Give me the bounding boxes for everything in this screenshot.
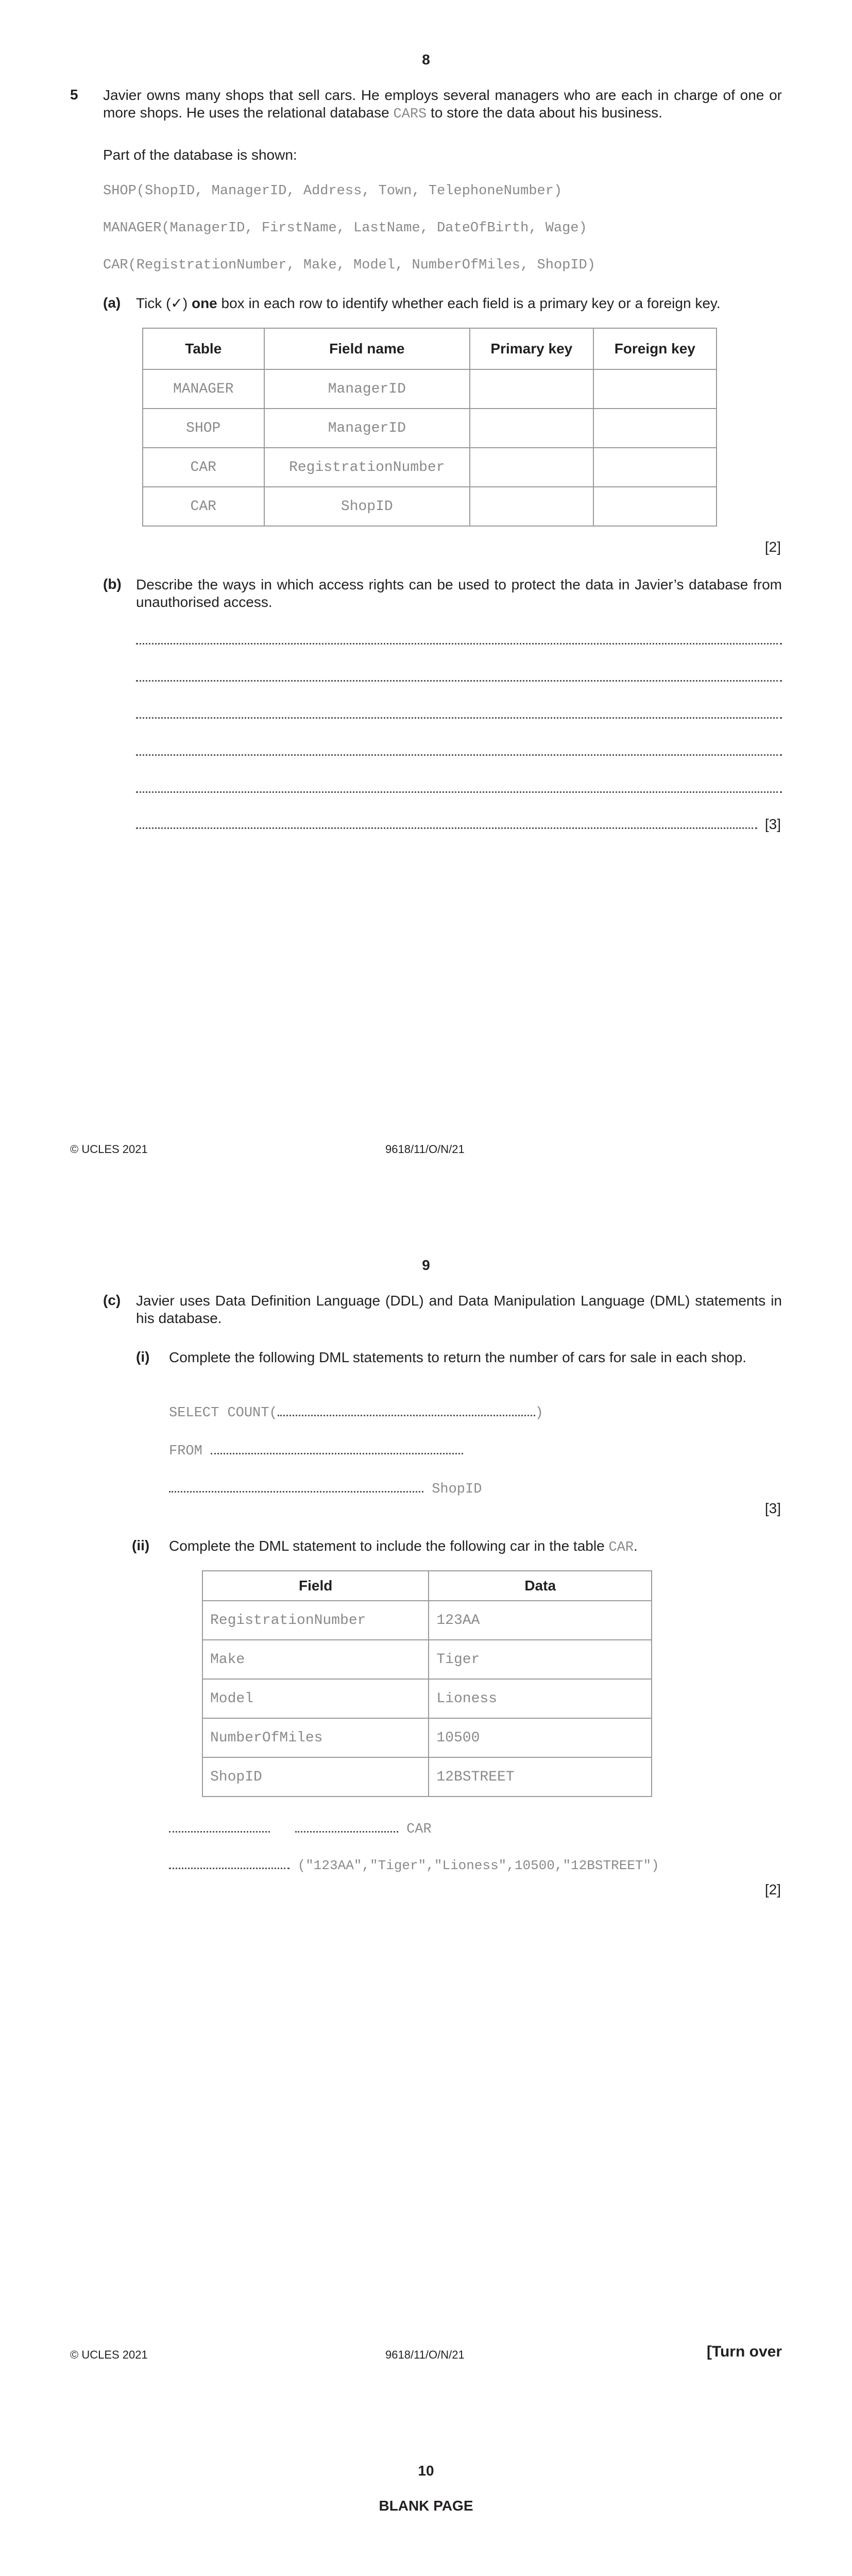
header-table: Table xyxy=(143,328,264,369)
car-data-table xyxy=(202,1570,652,1797)
part-a-text-3: box in each row to identify whether each field is a primary key or a foreign key. xyxy=(217,295,721,311)
footer-copyright: © UCLES 2021 xyxy=(70,1143,148,1156)
tick-symbol: ✓ xyxy=(171,295,183,311)
page-number: 8 xyxy=(422,52,430,67)
data-cell: 10500 xyxy=(429,1718,652,1757)
part-a-text-1: Tick ( xyxy=(136,295,171,311)
intro-database-name: CARS xyxy=(393,107,427,122)
table-row xyxy=(143,448,717,487)
table-row xyxy=(202,1757,652,1797)
header-field: Field xyxy=(202,1571,429,1601)
field-cell: ManagerID xyxy=(264,369,470,409)
part-a-label: (a) xyxy=(103,295,121,311)
footer-copyright: © UCLES 2021 xyxy=(70,2348,148,2361)
data-cell: Tiger xyxy=(429,1640,652,1679)
field-cell: ManagerID xyxy=(264,409,470,448)
part-b-text: Describe the ways in which access rights can be used to protect the data in Javier’s database from unauthorised access. xyxy=(136,577,782,610)
sql-select-line xyxy=(169,1405,543,1421)
page-10 xyxy=(0,2411,852,2576)
header-data: Data xyxy=(429,1571,652,1601)
part-c-ii-text-2: . xyxy=(634,1538,638,1554)
page-8 xyxy=(0,0,852,1206)
blank-page-label: BLANK PAGE xyxy=(379,2498,473,2514)
answer-line[interactable] xyxy=(136,680,782,682)
field-cell: RegistrationNumber xyxy=(264,448,470,487)
schema-shop: SHOP(ShopID, ManagerID, Address, Town, TelephoneNumber) xyxy=(103,183,563,199)
primary-key-answer-box[interactable] xyxy=(470,409,593,448)
primary-key-answer-box[interactable] xyxy=(470,487,593,526)
schema-car: CAR(RegistrationNumber, Make, Model, NumberOfMiles, ShopID) xyxy=(103,258,595,273)
field-cell: ShopID xyxy=(264,487,470,526)
part-c-ii-text xyxy=(169,1537,638,1556)
question-intro xyxy=(103,87,782,123)
table-row xyxy=(202,1679,652,1718)
part-c-text: Javier uses Data Definition Language (DDL) and Data Manipulation Language (DML) statements in his database. xyxy=(136,1293,782,1326)
page-9 xyxy=(0,1206,852,2411)
primary-key-answer-box[interactable] xyxy=(470,369,593,409)
header-foreign-key: Foreign key xyxy=(593,328,717,369)
schema-label: Part of the database is shown: xyxy=(103,147,297,163)
foreign-key-answer-box[interactable] xyxy=(593,487,717,526)
field-cell: NumberOfMiles xyxy=(202,1718,429,1757)
answer-blank[interactable] xyxy=(211,1453,463,1454)
answer-line[interactable] xyxy=(136,754,782,756)
sql-from-line xyxy=(169,1444,463,1459)
part-a-emphasis: one xyxy=(191,295,217,311)
turn-over: [Turn over xyxy=(706,2343,782,2360)
table-cell: MANAGER xyxy=(143,369,264,409)
table-cell: CAR xyxy=(143,448,264,487)
table-row xyxy=(143,409,717,448)
table-row xyxy=(143,487,717,526)
field-cell: Model xyxy=(202,1679,429,1718)
sql-from-keyword: FROM xyxy=(169,1444,211,1459)
foreign-key-answer-box[interactable] xyxy=(593,409,717,448)
footer-code: 9618/11/O/N/21 xyxy=(385,1143,465,1156)
foreign-key-answer-box[interactable] xyxy=(593,369,717,409)
table-row xyxy=(202,1601,652,1640)
key-table xyxy=(142,328,717,527)
answer-line[interactable] xyxy=(136,643,782,645)
dml-values-line xyxy=(169,1858,659,1873)
intro-text-2: to store the data about his business. xyxy=(427,105,662,121)
part-c-i-marks: [3] xyxy=(764,1500,781,1516)
sql-shopid: ShopID xyxy=(423,1482,482,1497)
schema-manager: MANAGER(ManagerID, FirstName, LastName, DateOfBirth, Wage) xyxy=(103,221,587,236)
part-c-ii-text-1: Complete the DML statement to include the following car in the table xyxy=(169,1538,609,1554)
page-number: 10 xyxy=(418,2463,434,2479)
answer-line[interactable] xyxy=(136,827,757,829)
page-number: 9 xyxy=(422,1257,430,1273)
sql-select-close: ) xyxy=(535,1405,543,1421)
part-b-label: (b) xyxy=(103,576,122,592)
table-cell: CAR xyxy=(143,487,264,526)
foreign-key-answer-box[interactable] xyxy=(593,448,717,487)
part-c-ii-label: (ii) xyxy=(132,1537,150,1553)
answer-blank[interactable] xyxy=(169,1491,423,1493)
data-cell: Lioness xyxy=(429,1679,652,1718)
intro-text-1: Javier owns many shops that sell cars. He employs several managers who are each in charge of one or more shops. He uses the relational database xyxy=(103,87,782,121)
data-cell: 12BSTREET xyxy=(429,1757,652,1797)
part-a-text-2: ) xyxy=(182,295,192,311)
footer-code: 9618/11/O/N/21 xyxy=(385,2348,465,2361)
dml-insert-line xyxy=(169,1822,432,1837)
field-cell: Make xyxy=(202,1640,429,1679)
sql-group-line xyxy=(169,1482,482,1497)
field-cell: ShopID xyxy=(202,1757,429,1797)
data-cell: 123AA xyxy=(429,1601,652,1640)
part-c-i-label: (i) xyxy=(136,1349,150,1365)
part-b-marks: [3] xyxy=(764,816,781,832)
table-cell: SHOP xyxy=(143,409,264,448)
dml-table-car: CAR xyxy=(398,1822,432,1837)
answer-blank[interactable] xyxy=(169,1831,270,1833)
dml-values: ("123AA","Tiger","Lioness",10500,"12BSTREET") xyxy=(289,1858,659,1873)
header-primary-key: Primary key xyxy=(470,328,593,369)
primary-key-answer-box[interactable] xyxy=(470,448,593,487)
part-a-marks: [2] xyxy=(764,539,781,555)
part-c-label: (c) xyxy=(103,1292,121,1308)
part-a-text xyxy=(136,295,721,312)
answer-blank[interactable] xyxy=(295,1831,398,1833)
header-field-name: Field name xyxy=(264,328,470,369)
table-row xyxy=(202,1640,652,1679)
table-row xyxy=(143,369,717,409)
answer-line[interactable] xyxy=(136,717,782,719)
sql-select-keyword: SELECT COUNT( xyxy=(169,1405,278,1421)
field-cell: RegistrationNumber xyxy=(202,1601,429,1640)
part-c-i-text: Complete the following DML statements to return the number of cars for sale in each shop. xyxy=(169,1349,747,1365)
answer-line[interactable] xyxy=(136,791,782,793)
answer-blank[interactable] xyxy=(169,1868,289,1869)
question-number: 5 xyxy=(70,87,78,103)
table-row xyxy=(202,1718,652,1757)
table-name-code: CAR xyxy=(608,1540,634,1555)
part-c-ii-marks: [2] xyxy=(764,1882,781,1897)
answer-blank[interactable] xyxy=(278,1415,535,1416)
